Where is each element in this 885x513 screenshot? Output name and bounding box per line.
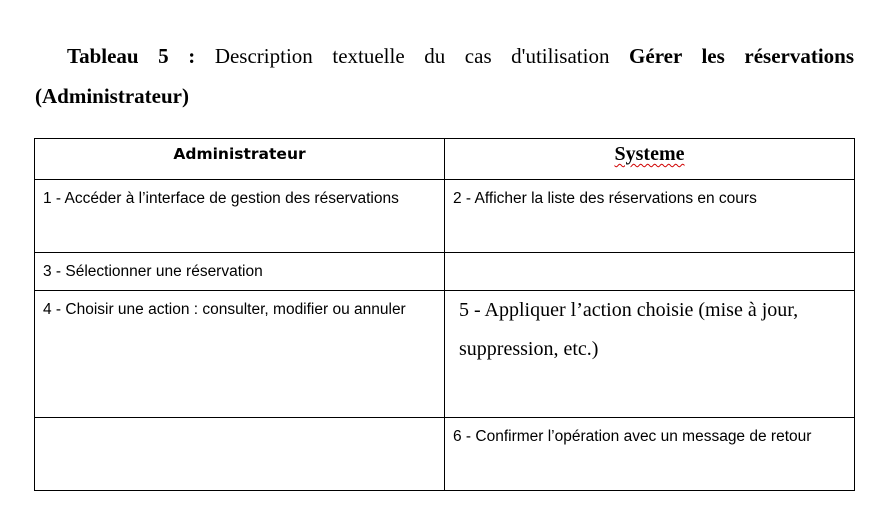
caption-first-line [35, 36, 854, 76]
header-system-label: Systeme [614, 143, 685, 165]
caption-title: Gérer les réservations [629, 44, 855, 68]
admin-step-1: 1 - Accéder à l’interface de gestion des réservations [35, 180, 445, 253]
header-system [445, 139, 855, 180]
system-step-5: 5 - Appliquer l’action choisie (mise à jour, suppression, etc.) [445, 291, 855, 418]
table-row [35, 291, 855, 418]
system-step-6: 6 - Confirmer l’opération avec un message de retour [445, 418, 855, 491]
table-header-row [35, 139, 855, 180]
admin-empty-cell [35, 418, 445, 491]
header-admin: Administrateur [35, 139, 445, 180]
table-row [35, 418, 855, 491]
caption-label: Tableau 5 : [67, 44, 196, 68]
table-caption [35, 36, 854, 116]
admin-step-4: 4 - Choisir une action : consulter, modifier ou annuler [35, 291, 445, 418]
caption-title-continued: (Administrateur) [35, 84, 189, 108]
table-row [35, 253, 855, 291]
caption-text: Description textuelle du cas d'utilisation [214, 44, 610, 68]
system-empty-cell [445, 253, 855, 291]
table-row [35, 180, 855, 253]
use-case-table [34, 138, 855, 491]
admin-step-3: 3 - Sélectionner une réservation [35, 253, 445, 291]
system-step-2: 2 - Afficher la liste des réservations en cours [445, 180, 855, 253]
